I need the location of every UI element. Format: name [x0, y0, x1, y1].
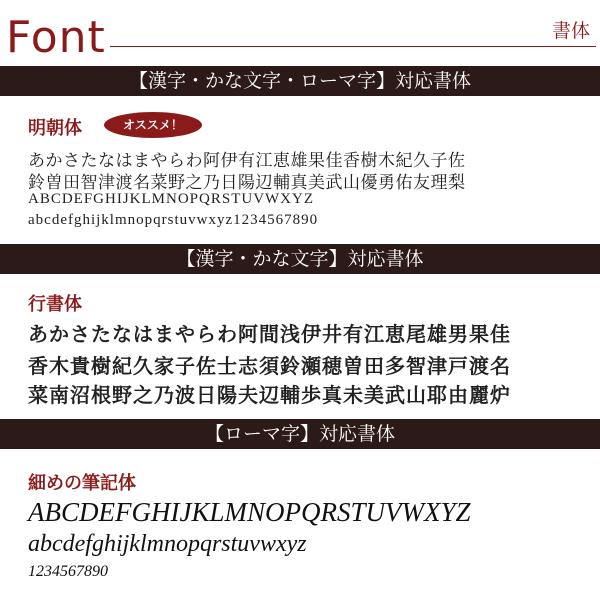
section-band-gyosho: 【漢字・かな文字】対応書体: [0, 244, 600, 274]
page-header: [0, 0, 600, 66]
section-band-script: 【ローマ字】対応書体: [0, 419, 600, 449]
section-mincho: [0, 96, 600, 244]
section-gyosho: [0, 274, 600, 419]
sample-line: 鈴曽田智津渡名菜野之乃日陽辺輔真美武山優勇佑友理梨: [28, 173, 466, 193]
sample-line: 菜南沼根野之乃波日陽夫辺輔歩真未美武山耶由麗炉: [28, 383, 511, 407]
page-title: Font: [6, 12, 106, 63]
page-subtitle: 書体: [551, 20, 590, 42]
section-band-mincho: 【漢字・かな文字・ローマ字】対応書体: [0, 66, 600, 96]
recommended-badge: オススメ！: [104, 112, 202, 138]
font-name-script: 細めの筆記体: [28, 473, 136, 494]
font-name-mincho: 明朝体: [28, 118, 82, 139]
sample-line: ABCDEFGHIJKLMNOPQRSTUVWXYZ: [28, 191, 315, 207]
title-divider: [110, 46, 596, 47]
section-script: [0, 449, 600, 600]
sample-line: 1234567890: [28, 563, 108, 580]
sample-line: abcdefghijklmnopqrstuvwxyz1234567890: [28, 212, 319, 228]
sample-line: あかさたなはまやらわ阿伊有江恵雄果佳香樹木紀久子佐: [28, 151, 466, 171]
font-name-gyosho: 行書体: [28, 294, 82, 315]
sample-line: 香木貴樹紀久家子佐士志須鈴瀬穂曽田多智津戸渡名: [28, 354, 511, 378]
sample-line: ABCDEFGHIJKLMNOPQRSTUVWXYZ: [28, 497, 471, 527]
sample-line: abcdefghijklmnopqrstuvwxyz: [28, 531, 307, 557]
sample-line: あかさたなはまやらわ阿間浅伊井有江恵尾雄男果佳: [28, 322, 511, 346]
